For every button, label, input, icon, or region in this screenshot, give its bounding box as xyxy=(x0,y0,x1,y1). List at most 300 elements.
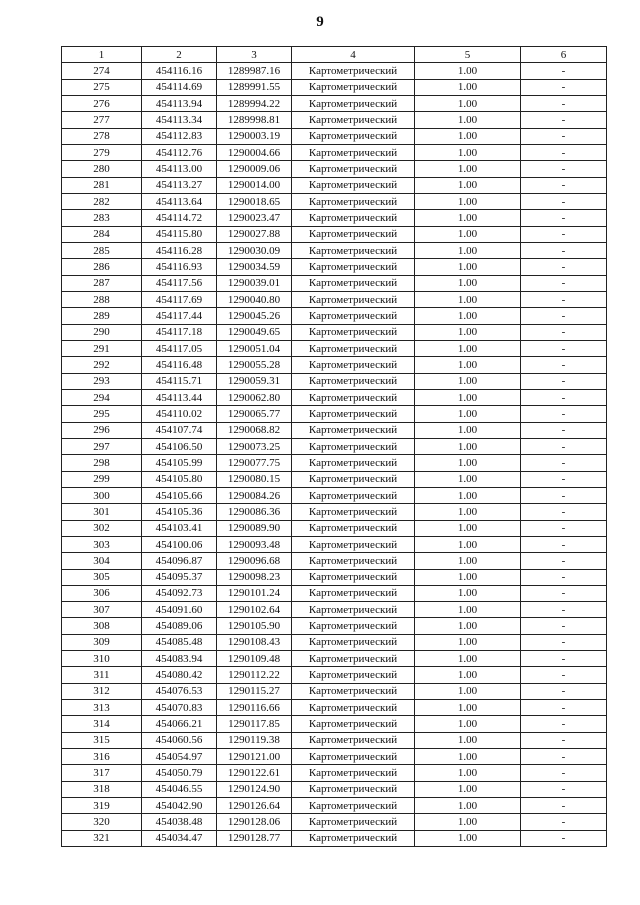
y-coordinate-cell: 1290030.09 xyxy=(217,242,292,258)
y-coordinate-cell: 1290084.26 xyxy=(217,487,292,503)
y-coordinate-cell: 1290023.47 xyxy=(217,210,292,226)
method-cell: Картометрический xyxy=(292,716,415,732)
note-cell: - xyxy=(521,765,607,781)
accuracy-cell: 1.00 xyxy=(415,569,521,585)
note-cell: - xyxy=(521,422,607,438)
method-cell: Картометрический xyxy=(292,765,415,781)
y-coordinate-cell: 1290124.90 xyxy=(217,781,292,797)
table-body xyxy=(62,63,607,847)
y-coordinate-cell: 1290018.65 xyxy=(217,193,292,209)
y-coordinate-cell: 1290014.00 xyxy=(217,177,292,193)
accuracy-cell: 1.00 xyxy=(415,651,521,667)
method-cell: Картометрический xyxy=(292,471,415,487)
point-number-cell: 303 xyxy=(62,536,142,552)
y-coordinate-cell: 1290108.43 xyxy=(217,634,292,650)
table-row xyxy=(62,585,607,601)
table-row xyxy=(62,95,607,111)
x-coordinate-cell: 454105.66 xyxy=(142,487,217,503)
table-row xyxy=(62,618,607,634)
point-number-cell: 313 xyxy=(62,700,142,716)
note-cell: - xyxy=(521,128,607,144)
table-row xyxy=(62,259,607,275)
method-cell: Картометрический xyxy=(292,781,415,797)
note-cell: - xyxy=(521,471,607,487)
note-cell: - xyxy=(521,340,607,356)
x-coordinate-cell: 454115.80 xyxy=(142,226,217,242)
table-row xyxy=(62,455,607,471)
point-number-cell: 300 xyxy=(62,487,142,503)
table-row xyxy=(62,536,607,552)
table-row xyxy=(62,373,607,389)
coordinates-table xyxy=(61,46,607,847)
y-coordinate-cell: 1290117.85 xyxy=(217,716,292,732)
x-coordinate-cell: 454091.60 xyxy=(142,602,217,618)
accuracy-cell: 1.00 xyxy=(415,275,521,291)
method-cell: Картометрический xyxy=(292,732,415,748)
page-number: 9 xyxy=(316,14,324,30)
y-coordinate-cell: 1290065.77 xyxy=(217,406,292,422)
point-number-cell: 315 xyxy=(62,732,142,748)
note-cell: - xyxy=(521,438,607,454)
point-number-cell: 296 xyxy=(62,422,142,438)
table-row xyxy=(62,340,607,356)
y-coordinate-cell: 1290119.38 xyxy=(217,732,292,748)
x-coordinate-cell: 454085.48 xyxy=(142,634,217,650)
point-number-cell: 274 xyxy=(62,63,142,79)
point-number-cell: 283 xyxy=(62,210,142,226)
y-coordinate-cell: 1290077.75 xyxy=(217,455,292,471)
accuracy-cell: 1.00 xyxy=(415,634,521,650)
point-number-cell: 291 xyxy=(62,340,142,356)
x-coordinate-cell: 454114.69 xyxy=(142,79,217,95)
table-row xyxy=(62,830,607,846)
note-cell: - xyxy=(521,520,607,536)
accuracy-cell: 1.00 xyxy=(415,487,521,503)
x-coordinate-cell: 454107.74 xyxy=(142,422,217,438)
point-number-cell: 305 xyxy=(62,569,142,585)
column-header: 1 xyxy=(62,47,142,63)
table-row xyxy=(62,471,607,487)
x-coordinate-cell: 454112.76 xyxy=(142,144,217,160)
table-row xyxy=(62,814,607,830)
note-cell: - xyxy=(521,357,607,373)
x-coordinate-cell: 454060.56 xyxy=(142,732,217,748)
method-cell: Картометрический xyxy=(292,95,415,111)
point-number-cell: 286 xyxy=(62,259,142,275)
note-cell: - xyxy=(521,602,607,618)
accuracy-cell: 1.00 xyxy=(415,259,521,275)
note-cell: - xyxy=(521,667,607,683)
note-cell: - xyxy=(521,324,607,340)
y-coordinate-cell: 1290122.61 xyxy=(217,765,292,781)
point-number-cell: 321 xyxy=(62,830,142,846)
note-cell: - xyxy=(521,569,607,585)
x-coordinate-cell: 454112.83 xyxy=(142,128,217,144)
method-cell: Картометрический xyxy=(292,177,415,193)
x-coordinate-cell: 454050.79 xyxy=(142,765,217,781)
table-row xyxy=(62,177,607,193)
x-coordinate-cell: 454096.87 xyxy=(142,553,217,569)
note-cell: - xyxy=(521,749,607,765)
method-cell: Картометрический xyxy=(292,373,415,389)
table-row xyxy=(62,651,607,667)
accuracy-cell: 1.00 xyxy=(415,357,521,373)
accuracy-cell: 1.00 xyxy=(415,144,521,160)
x-coordinate-cell: 454113.94 xyxy=(142,95,217,111)
note-cell: - xyxy=(521,781,607,797)
accuracy-cell: 1.00 xyxy=(415,749,521,765)
note-cell: - xyxy=(521,651,607,667)
accuracy-cell: 1.00 xyxy=(415,553,521,569)
table-row xyxy=(62,193,607,209)
method-cell: Картометрический xyxy=(292,438,415,454)
y-coordinate-cell: 1290004.66 xyxy=(217,144,292,160)
method-cell: Картометрический xyxy=(292,585,415,601)
point-number-cell: 299 xyxy=(62,471,142,487)
accuracy-cell: 1.00 xyxy=(415,455,521,471)
x-coordinate-cell: 454066.21 xyxy=(142,716,217,732)
table-row xyxy=(62,700,607,716)
table-row xyxy=(62,144,607,160)
accuracy-cell: 1.00 xyxy=(415,226,521,242)
point-number-cell: 302 xyxy=(62,520,142,536)
accuracy-cell: 1.00 xyxy=(415,716,521,732)
accuracy-cell: 1.00 xyxy=(415,79,521,95)
method-cell: Картометрический xyxy=(292,226,415,242)
note-cell: - xyxy=(521,242,607,258)
point-number-cell: 297 xyxy=(62,438,142,454)
point-number-cell: 277 xyxy=(62,112,142,128)
accuracy-cell: 1.00 xyxy=(415,471,521,487)
method-cell: Картометрический xyxy=(292,210,415,226)
table-row xyxy=(62,749,607,765)
x-coordinate-cell: 454113.00 xyxy=(142,161,217,177)
y-coordinate-cell: 1290105.90 xyxy=(217,618,292,634)
y-coordinate-cell: 1290027.88 xyxy=(217,226,292,242)
note-cell: - xyxy=(521,95,607,111)
note-cell: - xyxy=(521,210,607,226)
note-cell: - xyxy=(521,585,607,601)
column-header: 2 xyxy=(142,47,217,63)
x-coordinate-cell: 454083.94 xyxy=(142,651,217,667)
table-row xyxy=(62,389,607,405)
x-coordinate-cell: 454105.36 xyxy=(142,504,217,520)
y-coordinate-cell: 1290098.23 xyxy=(217,569,292,585)
method-cell: Картометрический xyxy=(292,553,415,569)
point-number-cell: 320 xyxy=(62,814,142,830)
x-coordinate-cell: 454117.05 xyxy=(142,340,217,356)
table-row xyxy=(62,226,607,242)
note-cell: - xyxy=(521,226,607,242)
y-coordinate-cell: 1290003.19 xyxy=(217,128,292,144)
y-coordinate-cell: 1290049.65 xyxy=(217,324,292,340)
x-coordinate-cell: 454116.16 xyxy=(142,63,217,79)
x-coordinate-cell: 454113.64 xyxy=(142,193,217,209)
x-coordinate-cell: 454076.53 xyxy=(142,683,217,699)
table-row xyxy=(62,781,607,797)
method-cell: Картометрический xyxy=(292,422,415,438)
method-cell: Картометрический xyxy=(292,79,415,95)
accuracy-cell: 1.00 xyxy=(415,438,521,454)
note-cell: - xyxy=(521,389,607,405)
x-coordinate-cell: 454070.83 xyxy=(142,700,217,716)
accuracy-cell: 1.00 xyxy=(415,193,521,209)
table-row xyxy=(62,79,607,95)
note-cell: - xyxy=(521,700,607,716)
point-number-cell: 298 xyxy=(62,455,142,471)
note-cell: - xyxy=(521,275,607,291)
method-cell: Картометрический xyxy=(292,536,415,552)
table-row xyxy=(62,63,607,79)
column-header: 3 xyxy=(217,47,292,63)
x-coordinate-cell: 454113.44 xyxy=(142,389,217,405)
x-coordinate-cell: 454115.71 xyxy=(142,373,217,389)
y-coordinate-cell: 1290102.64 xyxy=(217,602,292,618)
point-number-cell: 282 xyxy=(62,193,142,209)
accuracy-cell: 1.00 xyxy=(415,504,521,520)
x-coordinate-cell: 454110.02 xyxy=(142,406,217,422)
note-cell: - xyxy=(521,716,607,732)
accuracy-cell: 1.00 xyxy=(415,520,521,536)
x-coordinate-cell: 454117.18 xyxy=(142,324,217,340)
table-row xyxy=(62,634,607,650)
method-cell: Картометрический xyxy=(292,161,415,177)
point-number-cell: 318 xyxy=(62,781,142,797)
method-cell: Картометрический xyxy=(292,389,415,405)
y-coordinate-cell: 1289994.22 xyxy=(217,95,292,111)
point-number-cell: 292 xyxy=(62,357,142,373)
x-coordinate-cell: 454116.48 xyxy=(142,357,217,373)
accuracy-cell: 1.00 xyxy=(415,177,521,193)
y-coordinate-cell: 1290101.24 xyxy=(217,585,292,601)
accuracy-cell: 1.00 xyxy=(415,422,521,438)
note-cell: - xyxy=(521,634,607,650)
x-coordinate-cell: 454100.06 xyxy=(142,536,217,552)
point-number-cell: 310 xyxy=(62,651,142,667)
method-cell: Картометрический xyxy=(292,569,415,585)
column-header: 4 xyxy=(292,47,415,63)
method-cell: Картометрический xyxy=(292,651,415,667)
y-coordinate-cell: 1290080.15 xyxy=(217,471,292,487)
note-cell: - xyxy=(521,308,607,324)
method-cell: Картометрический xyxy=(292,667,415,683)
method-cell: Картометрический xyxy=(292,798,415,814)
y-coordinate-cell: 1290073.25 xyxy=(217,438,292,454)
method-cell: Картометрический xyxy=(292,357,415,373)
point-number-cell: 312 xyxy=(62,683,142,699)
y-coordinate-cell: 1290039.01 xyxy=(217,275,292,291)
note-cell: - xyxy=(521,553,607,569)
table-row xyxy=(62,357,607,373)
accuracy-cell: 1.00 xyxy=(415,324,521,340)
point-number-cell: 306 xyxy=(62,585,142,601)
y-coordinate-cell: 1290126.64 xyxy=(217,798,292,814)
accuracy-cell: 1.00 xyxy=(415,242,521,258)
y-coordinate-cell: 1290128.77 xyxy=(217,830,292,846)
method-cell: Картометрический xyxy=(292,144,415,160)
accuracy-cell: 1.00 xyxy=(415,765,521,781)
note-cell: - xyxy=(521,406,607,422)
method-cell: Картометрический xyxy=(292,700,415,716)
method-cell: Картометрический xyxy=(292,520,415,536)
point-number-cell: 316 xyxy=(62,749,142,765)
accuracy-cell: 1.00 xyxy=(415,732,521,748)
table-row xyxy=(62,504,607,520)
x-coordinate-cell: 454095.37 xyxy=(142,569,217,585)
point-number-cell: 311 xyxy=(62,667,142,683)
note-cell: - xyxy=(521,732,607,748)
table-row xyxy=(62,161,607,177)
accuracy-cell: 1.00 xyxy=(415,210,521,226)
table-row xyxy=(62,569,607,585)
method-cell: Картометрический xyxy=(292,112,415,128)
note-cell: - xyxy=(521,79,607,95)
note-cell: - xyxy=(521,798,607,814)
y-coordinate-cell: 1290068.82 xyxy=(217,422,292,438)
accuracy-cell: 1.00 xyxy=(415,112,521,128)
method-cell: Картометрический xyxy=(292,749,415,765)
accuracy-cell: 1.00 xyxy=(415,161,521,177)
note-cell: - xyxy=(521,618,607,634)
table-row xyxy=(62,683,607,699)
x-coordinate-cell: 454092.73 xyxy=(142,585,217,601)
accuracy-cell: 1.00 xyxy=(415,389,521,405)
accuracy-cell: 1.00 xyxy=(415,798,521,814)
method-cell: Картометрический xyxy=(292,275,415,291)
y-coordinate-cell: 1290128.06 xyxy=(217,814,292,830)
y-coordinate-cell: 1289998.81 xyxy=(217,112,292,128)
y-coordinate-cell: 1290115.27 xyxy=(217,683,292,699)
table-row xyxy=(62,487,607,503)
table-row xyxy=(62,406,607,422)
method-cell: Картометрический xyxy=(292,291,415,307)
y-coordinate-cell: 1290089.90 xyxy=(217,520,292,536)
y-coordinate-cell: 1289987.16 xyxy=(217,63,292,79)
point-number-cell: 287 xyxy=(62,275,142,291)
column-header: 5 xyxy=(415,47,521,63)
x-coordinate-cell: 454117.44 xyxy=(142,308,217,324)
accuracy-cell: 1.00 xyxy=(415,618,521,634)
x-coordinate-cell: 454054.97 xyxy=(142,749,217,765)
accuracy-cell: 1.00 xyxy=(415,128,521,144)
x-coordinate-cell: 454080.42 xyxy=(142,667,217,683)
note-cell: - xyxy=(521,144,607,160)
point-number-cell: 304 xyxy=(62,553,142,569)
note-cell: - xyxy=(521,536,607,552)
point-number-cell: 314 xyxy=(62,716,142,732)
point-number-cell: 285 xyxy=(62,242,142,258)
point-number-cell: 284 xyxy=(62,226,142,242)
accuracy-cell: 1.00 xyxy=(415,814,521,830)
note-cell: - xyxy=(521,504,607,520)
method-cell: Картометрический xyxy=(292,455,415,471)
table-row xyxy=(62,765,607,781)
x-coordinate-cell: 454105.80 xyxy=(142,471,217,487)
note-cell: - xyxy=(521,455,607,471)
point-number-cell: 288 xyxy=(62,291,142,307)
accuracy-cell: 1.00 xyxy=(415,602,521,618)
point-number-cell: 275 xyxy=(62,79,142,95)
point-number-cell: 279 xyxy=(62,144,142,160)
note-cell: - xyxy=(521,63,607,79)
table-row xyxy=(62,422,607,438)
point-number-cell: 295 xyxy=(62,406,142,422)
method-cell: Картометрический xyxy=(292,487,415,503)
y-coordinate-cell: 1290109.48 xyxy=(217,651,292,667)
point-number-cell: 294 xyxy=(62,389,142,405)
accuracy-cell: 1.00 xyxy=(415,536,521,552)
table-row xyxy=(62,667,607,683)
y-coordinate-cell: 1290040.80 xyxy=(217,291,292,307)
accuracy-cell: 1.00 xyxy=(415,340,521,356)
y-coordinate-cell: 1289991.55 xyxy=(217,79,292,95)
x-coordinate-cell: 454114.72 xyxy=(142,210,217,226)
x-coordinate-cell: 454116.93 xyxy=(142,259,217,275)
table-row xyxy=(62,128,607,144)
y-coordinate-cell: 1290034.59 xyxy=(217,259,292,275)
x-coordinate-cell: 454089.06 xyxy=(142,618,217,634)
y-coordinate-cell: 1290093.48 xyxy=(217,536,292,552)
note-cell: - xyxy=(521,487,607,503)
note-cell: - xyxy=(521,112,607,128)
accuracy-cell: 1.00 xyxy=(415,308,521,324)
x-coordinate-cell: 454117.69 xyxy=(142,291,217,307)
x-coordinate-cell: 454103.41 xyxy=(142,520,217,536)
accuracy-cell: 1.00 xyxy=(415,683,521,699)
point-number-cell: 319 xyxy=(62,798,142,814)
y-coordinate-cell: 1290062.80 xyxy=(217,389,292,405)
accuracy-cell: 1.00 xyxy=(415,781,521,797)
table-row xyxy=(62,716,607,732)
column-header: 6 xyxy=(521,47,607,63)
accuracy-cell: 1.00 xyxy=(415,585,521,601)
x-coordinate-cell: 454113.34 xyxy=(142,112,217,128)
accuracy-cell: 1.00 xyxy=(415,63,521,79)
table-row xyxy=(62,210,607,226)
point-number-cell: 307 xyxy=(62,602,142,618)
table-row xyxy=(62,438,607,454)
method-cell: Картометрический xyxy=(292,406,415,422)
accuracy-cell: 1.00 xyxy=(415,373,521,389)
y-coordinate-cell: 1290096.68 xyxy=(217,553,292,569)
method-cell: Картометрический xyxy=(292,634,415,650)
point-number-cell: 301 xyxy=(62,504,142,520)
y-coordinate-cell: 1290059.31 xyxy=(217,373,292,389)
point-number-cell: 317 xyxy=(62,765,142,781)
table-row xyxy=(62,291,607,307)
table-row xyxy=(62,732,607,748)
point-number-cell: 278 xyxy=(62,128,142,144)
table-row xyxy=(62,242,607,258)
y-coordinate-cell: 1290045.26 xyxy=(217,308,292,324)
point-number-cell: 289 xyxy=(62,308,142,324)
method-cell: Картометрический xyxy=(292,242,415,258)
table-row xyxy=(62,112,607,128)
table-row xyxy=(62,324,607,340)
point-number-cell: 281 xyxy=(62,177,142,193)
method-cell: Картометрический xyxy=(292,683,415,699)
y-coordinate-cell: 1290116.66 xyxy=(217,700,292,716)
method-cell: Картометрический xyxy=(292,618,415,634)
y-coordinate-cell: 1290086.36 xyxy=(217,504,292,520)
point-number-cell: 280 xyxy=(62,161,142,177)
x-coordinate-cell: 454042.90 xyxy=(142,798,217,814)
accuracy-cell: 1.00 xyxy=(415,830,521,846)
point-number-cell: 293 xyxy=(62,373,142,389)
y-coordinate-cell: 1290009.06 xyxy=(217,161,292,177)
x-coordinate-cell: 454046.55 xyxy=(142,781,217,797)
point-number-cell: 308 xyxy=(62,618,142,634)
